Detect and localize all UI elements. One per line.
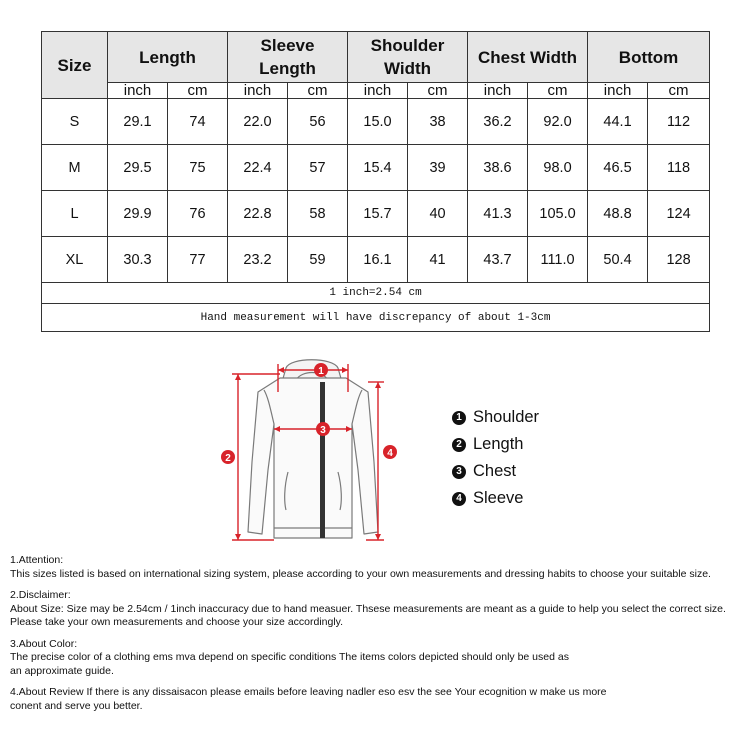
- table-cell: 29.5: [108, 145, 168, 191]
- legend-label: Chest: [473, 462, 517, 480]
- note-line: 4.About Review If there is any dissaisacon please emails before leaving nadler eso esv the see Your ecognition w make us more: [10, 686, 607, 698]
- marker-4: [383, 445, 397, 459]
- unit-row: [42, 83, 710, 99]
- legend-label: Sleeve: [473, 489, 524, 507]
- note-line: conent and serve you better.: [10, 699, 143, 712]
- unit-cell: cm: [288, 83, 348, 99]
- header-chest-width: Chest Width: [468, 32, 588, 83]
- legend-item-chest: [452, 458, 539, 485]
- table-cell: 50.4: [588, 237, 648, 283]
- table-cell: 22.0: [228, 99, 288, 145]
- header-length: Length: [108, 32, 228, 83]
- note-review: [10, 686, 748, 713]
- table-cell: 128: [648, 237, 710, 283]
- table-cell: 105.0: [528, 191, 588, 237]
- svg-text:1: 1: [318, 366, 324, 377]
- note-line: Please take your own measurements and choose your size accordingly.: [10, 616, 344, 628]
- table-cell: 23.2: [228, 237, 288, 283]
- table-row: [42, 237, 710, 283]
- size-label: XL: [42, 237, 108, 283]
- header-size: Size: [42, 32, 108, 99]
- legend-number: 4: [452, 492, 466, 506]
- legend-item-sleeve: [452, 485, 539, 512]
- table-cell: 111.0: [528, 237, 588, 283]
- unit-cell: inch: [348, 83, 408, 99]
- table-cell: 29.9: [108, 191, 168, 237]
- diagram-legend: [452, 404, 539, 512]
- table-cell: 75: [168, 145, 228, 191]
- table-row: [42, 191, 710, 237]
- table-cell: 48.8: [588, 191, 648, 237]
- table-cell: 15.0: [348, 99, 408, 145]
- svg-text:2: 2: [225, 453, 231, 464]
- unit-cell: cm: [528, 83, 588, 99]
- note-color: [10, 638, 748, 679]
- unit-cell: inch: [228, 83, 288, 99]
- table-cell: 15.7: [348, 191, 408, 237]
- table-cell: 118: [648, 145, 710, 191]
- notes-section: [10, 554, 748, 721]
- unit-cell: inch: [468, 83, 528, 99]
- table-cell: 22.8: [228, 191, 288, 237]
- unit-cell: cm: [648, 83, 710, 99]
- unit-cell: cm: [408, 83, 468, 99]
- table-cell: 112: [648, 99, 710, 145]
- unit-cell: inch: [588, 83, 648, 99]
- table-cell: 29.1: [108, 99, 168, 145]
- table-cell: 43.7: [468, 237, 528, 283]
- legend-item-shoulder: [452, 404, 539, 431]
- table-row: [42, 145, 710, 191]
- table-cell: 98.0: [528, 145, 588, 191]
- size-label: M: [42, 145, 108, 191]
- table-cell: 74: [168, 99, 228, 145]
- table-cell: 15.4: [348, 145, 408, 191]
- table-cell: 39: [408, 145, 468, 191]
- header-bottom: Bottom: [588, 32, 710, 83]
- size-label: L: [42, 191, 108, 237]
- legend-label: Shoulder: [473, 408, 540, 426]
- note-disclaimer: [10, 589, 748, 630]
- unit-cell: cm: [168, 83, 228, 99]
- size-table: [41, 31, 710, 332]
- table-cell: 46.5: [588, 145, 648, 191]
- marker-2: [221, 450, 235, 464]
- measurement-row: [42, 304, 710, 332]
- table-cell: 41.3: [468, 191, 528, 237]
- legend-number: 3: [452, 465, 466, 479]
- zipper: [320, 382, 325, 538]
- table-cell: 36.2: [468, 99, 528, 145]
- table-cell: 30.3: [108, 237, 168, 283]
- jacket-diagram: [218, 352, 408, 552]
- table-cell: 77: [168, 237, 228, 283]
- table-cell: 38.6: [468, 145, 528, 191]
- jacket-outline: [248, 360, 378, 538]
- note-line: an approximate guide.: [10, 664, 114, 677]
- table-cell: 58: [288, 191, 348, 237]
- size-label: S: [42, 99, 108, 145]
- note-attention: [10, 554, 748, 581]
- table-cell: 40: [408, 191, 468, 237]
- table-cell: 38: [408, 99, 468, 145]
- table-cell: 92.0: [528, 99, 588, 145]
- svg-text:3: 3: [320, 425, 326, 436]
- note-title: 3.About Color:: [10, 637, 78, 650]
- table-cell: 57: [288, 145, 348, 191]
- svg-text:4: 4: [387, 448, 393, 459]
- header-shoulder-width: Shoulder Width: [348, 32, 468, 83]
- table-cell: 124: [648, 191, 710, 237]
- header-sleeve-length: Sleeve Length: [228, 32, 348, 83]
- unit-cell: inch: [108, 83, 168, 99]
- legend-label: Length: [473, 435, 524, 453]
- table-cell: 16.1: [348, 237, 408, 283]
- note-line: The precise color of a clothing ems mva depend on specific conditions The items colors depicted should only be used as: [10, 651, 569, 663]
- marker-1: [314, 363, 328, 377]
- legend-number: 2: [452, 438, 466, 452]
- marker-3: [316, 422, 330, 436]
- note-title: 2.Disclaimer:: [10, 589, 71, 601]
- conversion-row: [42, 283, 710, 304]
- header-row: [42, 32, 710, 83]
- note-title: 1.Attention:: [10, 554, 64, 566]
- measurement-note: Hand measurement will have discrepancy of about 1-3cm: [42, 304, 710, 332]
- table-row: [42, 99, 710, 145]
- table-cell: 44.1: [588, 99, 648, 145]
- table-cell: 59: [288, 237, 348, 283]
- table-cell: 76: [168, 191, 228, 237]
- note-line: About Size: Size may be 2.54cm / 1inch inaccuracy due to hand measuer. Thsese measurements are meant as a guide to help you select the correct size.: [10, 602, 726, 615]
- table-cell: 41: [408, 237, 468, 283]
- legend-item-length: [452, 431, 539, 458]
- note-line: This sizes listed is based on international sizing system, please according to your own measurements and dressing habits to choose your suitable size.: [10, 567, 711, 580]
- conversion-note: 1 inch=2.54 cm: [42, 283, 710, 304]
- table-cell: 22.4: [228, 145, 288, 191]
- legend-number: 1: [452, 411, 466, 425]
- table-cell: 56: [288, 99, 348, 145]
